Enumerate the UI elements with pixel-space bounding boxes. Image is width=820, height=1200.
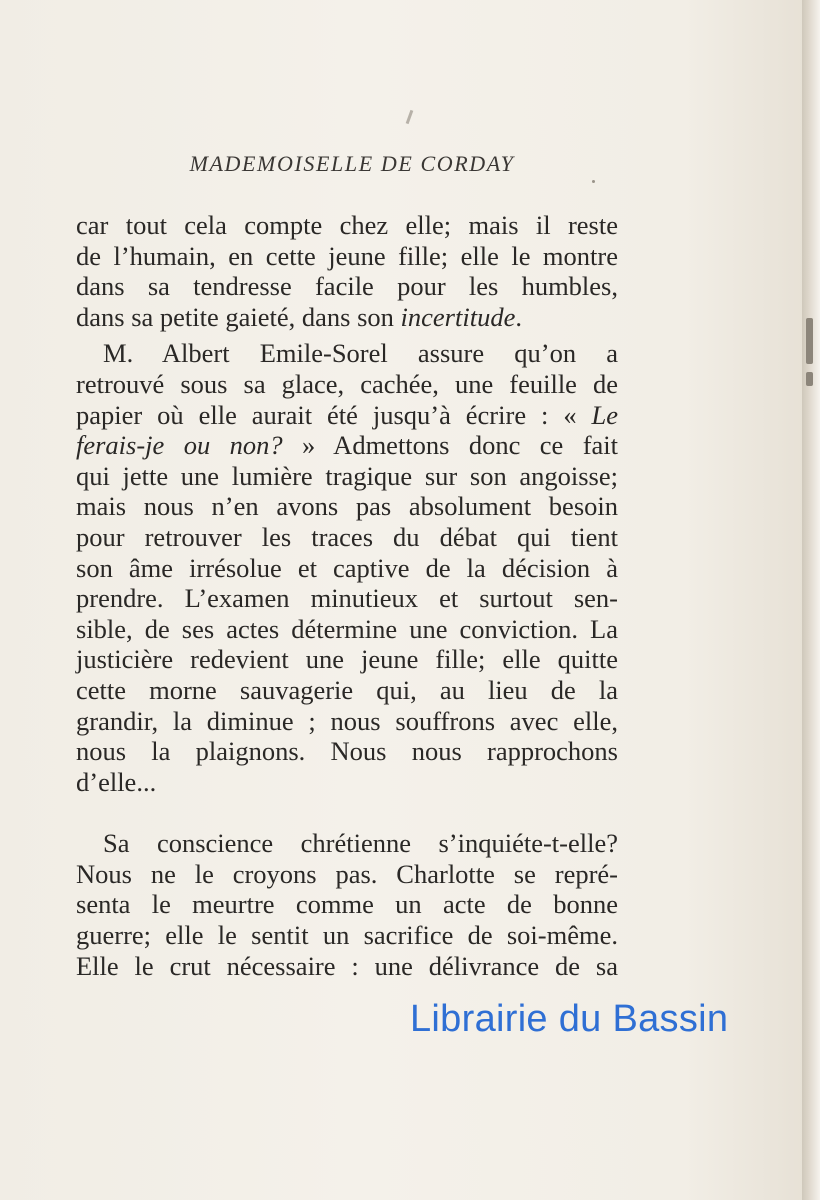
text-line: sible, de ses actes détermine une conviction. La <box>76 613 618 644</box>
text-line: senta le meurtre comme un acte de bonne <box>76 889 618 920</box>
text-line: qui jette une lumière tragique sur son angoisse; <box>76 460 618 491</box>
text-line: guerre; elle le sentit un sacrifice de soi-même. <box>76 920 618 951</box>
text-line: pour retrouver les traces du débat qui tient <box>76 521 618 552</box>
running-head: MADEMOISELLE DE CORDAY <box>189 151 515 176</box>
italic-text: ferais-je ou non? <box>76 430 283 461</box>
text-line: de l’humain, en cette jeune fille; elle le montre <box>76 240 618 271</box>
text-line: mais nous n’en avons pas absolument besoin <box>76 491 618 522</box>
text-line: son âme irrésolue et captive de la décision à <box>76 552 618 583</box>
text-fragment: papier où elle aurait été jusqu’à écrire : « <box>76 399 592 430</box>
italic-text: incertitude <box>400 301 516 332</box>
dot-mark <box>592 180 595 183</box>
text-fragment: » Admettons donc ce fait <box>282 430 619 461</box>
italic-text: Le <box>591 399 618 430</box>
text-line: dans sa tendresse facile pour les humbles, <box>76 271 618 302</box>
text-line: nous la plaignons. Nous nous rapprochons <box>76 736 618 767</box>
text-line: M. Albert Emile-Sorel assure qu’on a <box>103 338 618 369</box>
text-line <box>76 302 618 333</box>
text-line: d’elle... <box>76 766 157 797</box>
page-edge-mark <box>806 318 813 364</box>
text-line: justicière redevient une jeune fille; elle quitte <box>76 644 618 675</box>
text-line: car tout cela compte chez elle; mais il reste <box>76 210 618 240</box>
page-body-text <box>76 210 618 981</box>
text-line: Nous ne le croyons pas. Charlotte se repré- <box>76 858 618 889</box>
text-fragment: dans sa petite gaieté, dans son <box>76 301 401 332</box>
text-line: grandir, la diminue ; nous souffrons avec elle, <box>76 705 618 736</box>
page-edge <box>802 0 820 1200</box>
text-fragment: . <box>515 301 522 332</box>
text-line <box>76 430 618 461</box>
text-line: prendre. L’examen minutieux et surtout sen- <box>76 583 618 614</box>
watermark-text: Librairie du Bassin <box>410 998 729 1040</box>
text-line: Elle le crut nécessaire : une délivrance de sa <box>76 950 618 981</box>
text-line <box>76 400 618 431</box>
text-line: cette morne sauvagerie qui, au lieu de la <box>76 674 618 705</box>
page-edge-mark <box>806 372 813 386</box>
text-line: retrouvé sous sa glace, cachée, une feuille de <box>76 368 618 399</box>
text-line: Sa conscience chrétienne s’inquiéte-t-elle? <box>103 828 618 859</box>
